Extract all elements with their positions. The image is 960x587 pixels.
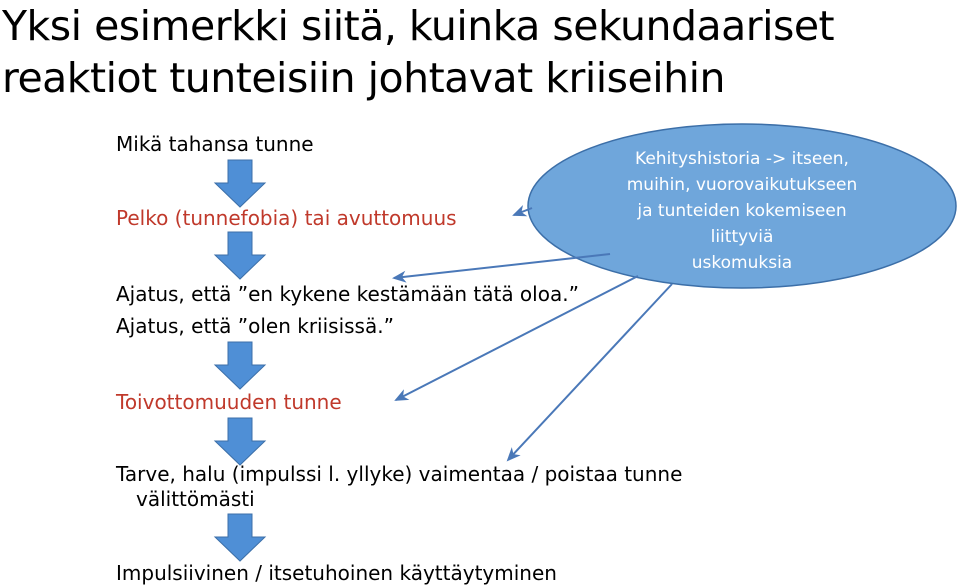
step-impulsive-behavior: Impulsiivinen / itsetuhoinen käyttäytyminen bbox=[116, 561, 557, 585]
connector-arrow-to-tarve bbox=[508, 284, 672, 460]
ellipse-line-1: Kehityshistoria -> itseen, bbox=[635, 149, 849, 169]
down-arrow-1 bbox=[215, 160, 265, 207]
step-fear-helplessness: Pelko (tunnefobia) tai avuttomuus bbox=[116, 206, 457, 230]
title-line-2: reaktiot tunteisiin johtavat kriiseihin bbox=[2, 54, 725, 102]
title-line-1: Yksi esimerkki siitä, kuinka sekundaariset bbox=[2, 2, 835, 50]
ellipse-text bbox=[552, 146, 932, 276]
ellipse-line-5: uskomuksia bbox=[691, 253, 793, 273]
down-arrow-4 bbox=[215, 418, 265, 465]
ellipse-line-4: liittyviä bbox=[710, 227, 774, 247]
down-arrow-2 bbox=[215, 232, 265, 279]
step-thought-in-crisis: Ajatus, että ”olen kriisissä.” bbox=[116, 314, 394, 338]
ellipse-line-3: ja tunteiden kokemiseen bbox=[637, 201, 847, 221]
down-arrow-5 bbox=[215, 514, 265, 561]
step-urge-line-1: Tarve, halu (impulssi l. yllyke) vaimentaa / poistaa tunne bbox=[116, 462, 683, 486]
down-arrow-3 bbox=[215, 342, 265, 389]
step-urge-line-2: välittömästi bbox=[136, 487, 255, 511]
step-hopelessness: Toivottomuuden tunne bbox=[116, 390, 342, 414]
ellipse-line-2: muihin, vuorovaikutukseen bbox=[626, 175, 858, 195]
step-thought-cannot-bear: Ajatus, että ”en kykene kestämään tätä oloa.” bbox=[116, 282, 579, 306]
step-any-feeling: Mikä tahansa tunne bbox=[116, 132, 314, 156]
